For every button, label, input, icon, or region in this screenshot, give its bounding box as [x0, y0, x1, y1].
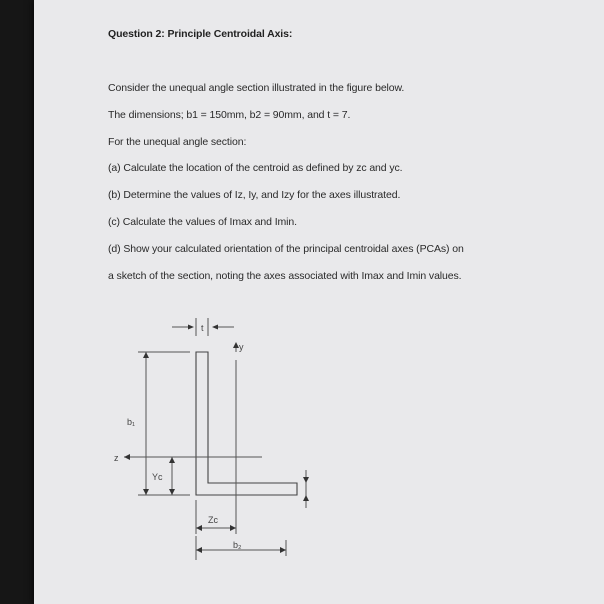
text-line-8: a sketch of the section, noting the axes associated with Imax and Imin values.: [108, 270, 462, 282]
zc-arrow-left: [196, 525, 202, 531]
t-right-arrow-bottom: [303, 495, 309, 501]
angle-section-outline: [196, 352, 297, 495]
text-line-6: (c) Calculate the values of Imax and Imin.: [108, 216, 297, 228]
question-title: Question 2: Principle Centroidal Axis:: [108, 28, 293, 40]
b2-arrow-right: [280, 547, 286, 553]
label-b2: b₂: [233, 540, 242, 550]
label-z: z: [114, 453, 119, 463]
text-line-2: The dimensions; b1 = 150mm, b2 = 90mm, and t = 7.: [108, 109, 351, 121]
zc-arrow-right: [230, 525, 236, 531]
text-line-4: (a) Calculate the location of the centroid as defined by zc and yc.: [108, 162, 403, 174]
z-arrow-head: [124, 454, 130, 460]
t-arrow-head-left: [188, 325, 194, 330]
label-y: y: [239, 342, 244, 352]
yc-arrow-bottom: [169, 489, 175, 495]
yc-arrow-top: [169, 457, 175, 463]
label-b1: b₁: [127, 417, 136, 427]
t-right-arrow-top: [303, 477, 309, 483]
text-line-7: (d) Show your calculated orientation of the principal centroidal axes (PCAs) on: [108, 243, 464, 255]
text-line-5: (b) Determine the values of Iz, Iy, and Izy for the axes illustrated.: [108, 189, 401, 201]
text-line-1: Consider the unequal angle section illustrated in the figure below.: [108, 82, 405, 94]
text-line-3: For the unequal angle section:: [108, 136, 247, 148]
label-zc: Zᴄ: [208, 515, 218, 525]
label-t: t: [201, 323, 204, 333]
b1-arrow-bottom: [143, 489, 149, 495]
b2-arrow-left: [196, 547, 202, 553]
label-yc: Yᴄ: [152, 472, 163, 482]
b1-arrow-top: [143, 352, 149, 358]
t-arrow-head-right: [212, 325, 218, 330]
